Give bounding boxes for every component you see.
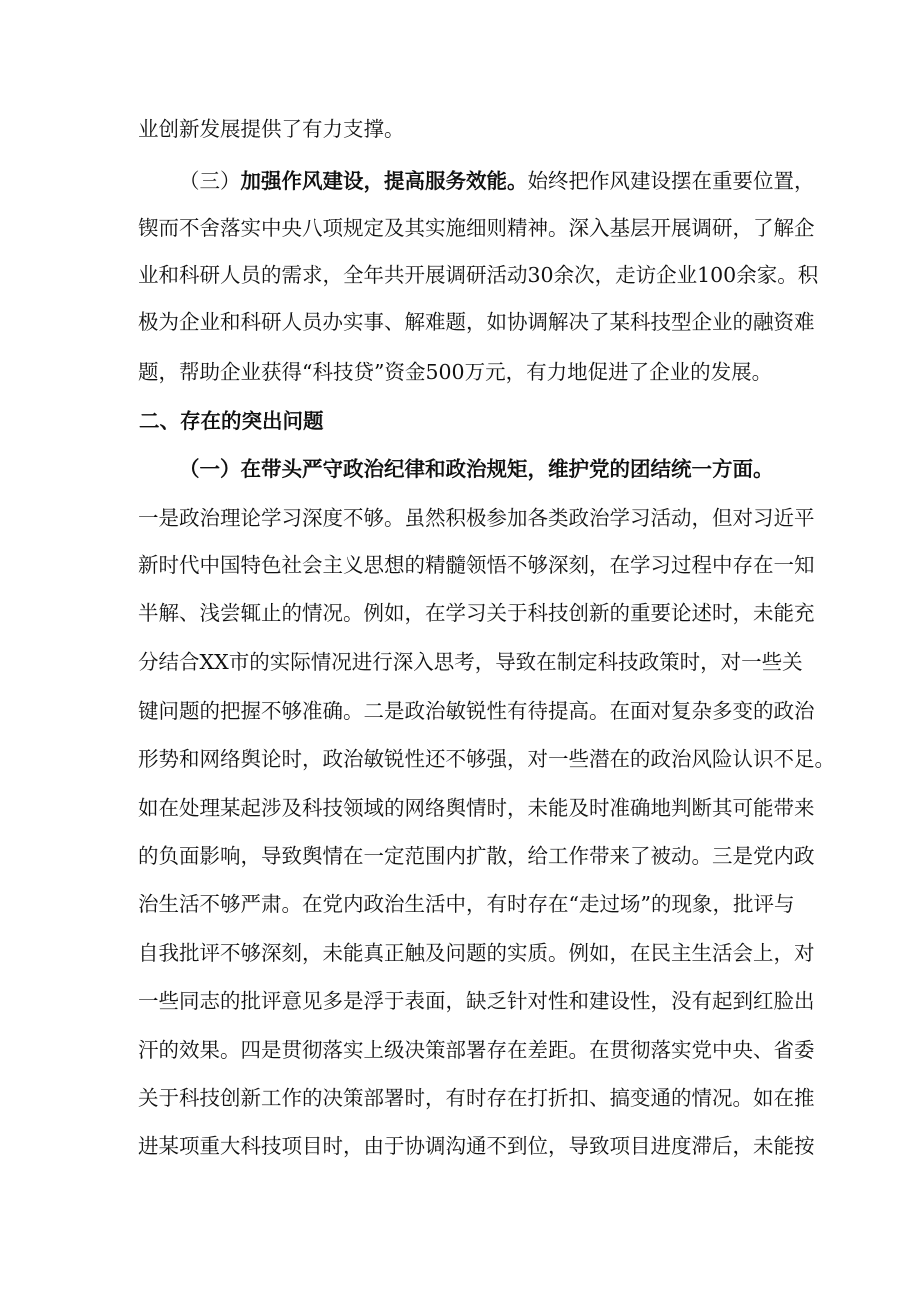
- text-line-17: 治生活不够严肃。在党内政治生活中，有时存在“走过场”的现象，批评与: [138, 892, 795, 916]
- text-line-15: 如在处理某起涉及科技领域的网络舆情时，未能及时准确地判断其可能带来: [138, 796, 815, 820]
- paragraph-3-bold-heading: 加强作风建设，提高服务效能。: [240, 169, 528, 193]
- text-line-6: 题，帮助企业获得“科技贷”资金500万元，有力地促进了企业的发展。: [138, 360, 773, 384]
- text-line-3: 锲而不舍落实中央八项规定及其实施细则精神。深入基层开展调研，了解企: [138, 216, 815, 240]
- paragraph-3-first-line: [179, 159, 815, 203]
- text-line-22: 进某项重大科技项目时，由于协调沟通不到位，导致项目进度滞后，未能按: [138, 1134, 815, 1158]
- text-line-12: 分结合XX市的实际情况进行深入思考，导致在制定科技政策时，对一些关: [138, 650, 803, 674]
- text-line-14: 形势和网络舆论时，政治敏锐性还不够强，对一些潜在的政治风险认识不足。: [138, 747, 835, 771]
- text-line-18: 自我批评不够深刻，未能真正触及问题的实质。例如，在民主生活会上，对: [138, 941, 815, 965]
- subsection-1-heading: （一）在带头严守政治纪律和政治规矩，维护党的团结统一方面。: [179, 457, 774, 481]
- text-line-13: 键问题的把握不够准确。二是政治敏锐性有待提高。在面对复杂多变的政治: [138, 699, 815, 723]
- text-line-16: 的负面影响，导致舆情在一定范围内扩散，给工作带来了被动。三是党内政: [138, 844, 815, 868]
- text-line-5: 极为企业和科研人员办实事、解难题，如协调解决了某科技型企业的融资难: [138, 310, 815, 334]
- text-line-19: 一些同志的批评意见多是浮于表面，缺乏针对性和建设性，没有起到红脸出: [138, 989, 815, 1013]
- text-line-21: 关于科技创新工作的决策部署时，有时存在打折扣、搞变通的情况。如在推: [138, 1086, 815, 1110]
- section-2-heading: 二、存在的突出问题: [139, 409, 324, 433]
- text-line-1: 业创新发展提供了有力支撑。: [138, 117, 405, 141]
- paragraph-3-label: （三）: [179, 169, 241, 193]
- text-line-11: 半解、浅尝辄止的情况。例如，在学习关于科技创新的重要论述时，未能充: [138, 601, 815, 625]
- text-line-10: 新时代中国特色社会主义思想的精髓领悟不够深刻，在学习过程中存在一知: [138, 553, 815, 577]
- text-line-4: 业和科研人员的需求，全年共开展调研活动30余次，走访企业100余家。积: [138, 263, 819, 287]
- text-line-9: 一是政治理论学习深度不够。虽然积极参加各类政治学习活动，但对习近平: [138, 506, 815, 530]
- paragraph-3-lead-text: 始终把作风建设摆在重要位置，: [527, 169, 815, 193]
- text-line-20: 汗的效果。四是贯彻落实上级决策部署存在差距。在贯彻落实党中央、省委: [138, 1038, 815, 1062]
